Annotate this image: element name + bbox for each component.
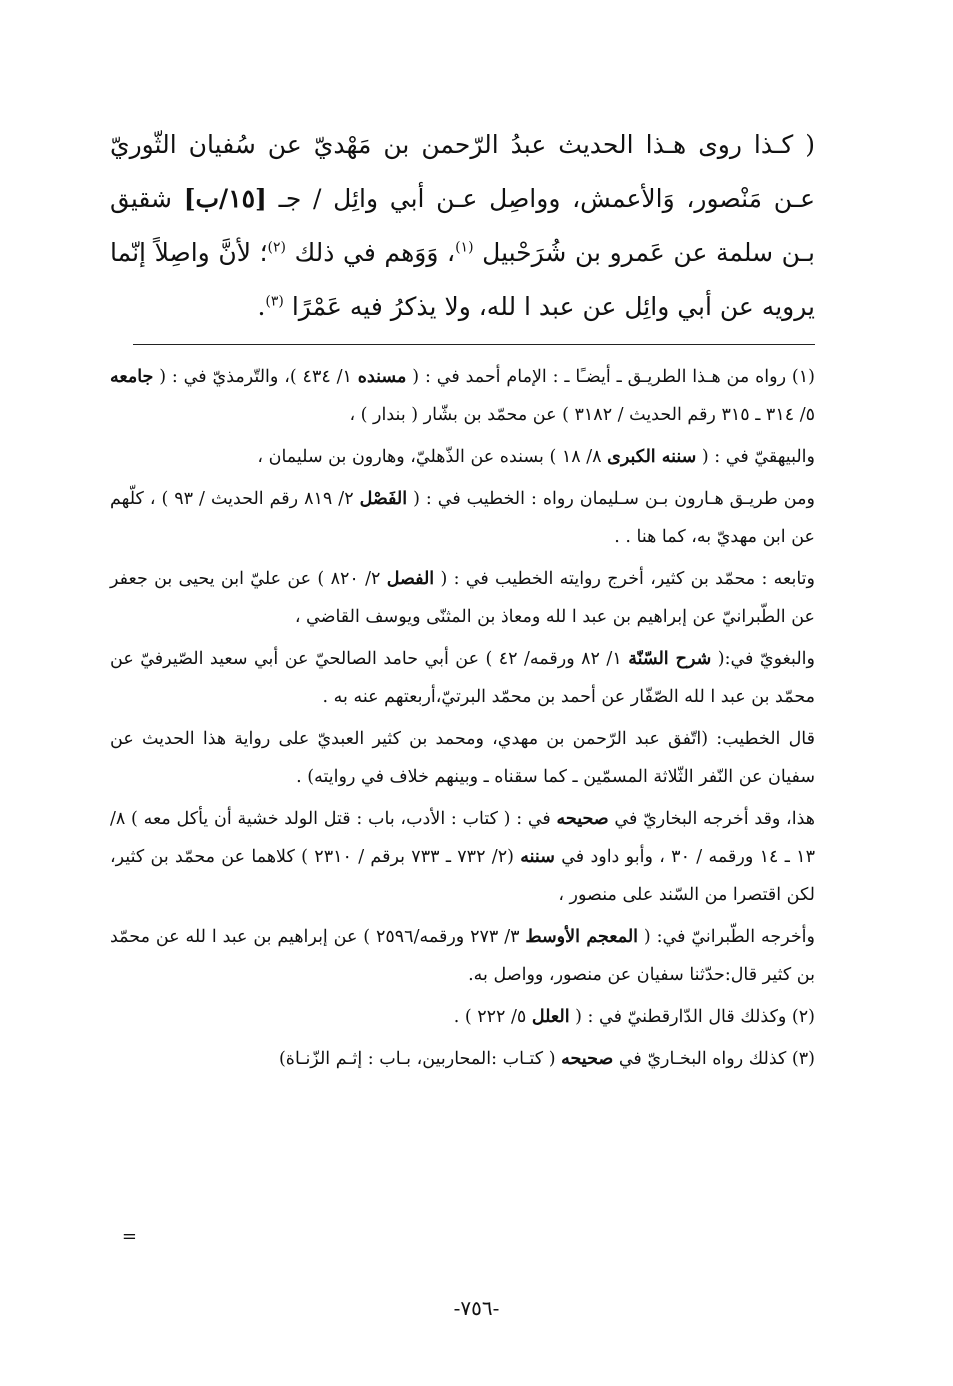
page-number: -٧٥٦- (453, 1296, 500, 1320)
book-title: الفَصْل (359, 489, 408, 509)
footnote-text: والبغويّ في:( (717, 649, 815, 669)
footnote-text: هذا، وقد أخرجه البخاريّ في (614, 809, 815, 829)
footnote-text: ١/ ٤٣٤ )، والتّرمذيّ في : ( (159, 367, 352, 387)
main-text-part-3: ، وَوَهم في ذلك (294, 238, 456, 267)
main-text (110, 118, 815, 334)
footnote-text: (٢/ ٧٣٢ ـ ٧٣٣ برقم / ٢٣١٠ ) كلاهما عن محمّد بن كثير، لكن اقتصرا من السّند على منصور ، (110, 847, 815, 905)
book-title: صحيحه (556, 809, 609, 829)
book-title: الفصل (386, 569, 435, 589)
footnote-text: قال الخطيب: (اتّفق عبد الرّحمن بن مهدي، ومحمد بن كثير العبديّ على رواية هذا الحديث عن سفيان عن النّفر الثّلاثة المسمّين ـ كما سقناه ـ وبينهم خلاف في روايته) . (110, 729, 815, 787)
main-text-part-4: ؛ لأنَّ واصِلاً إنّما يرويه عن أبي وائِل عن عبد ا لله، ولا يذكرُ فيه عَمْرًا (110, 238, 815, 321)
footnotes (110, 358, 815, 1082)
book-title: شرح السّنّة (628, 649, 712, 669)
main-text-part-1: ( كـذا روى هـذا الحديث عبدُ الرّحمن بن مَهْديّ عن سُفيان الثّوريّ عـن مَنْصور، وَالأعمش، وواصِل عـن أبي وائِل / جـ (110, 130, 815, 213)
footnote-1-h (110, 918, 815, 994)
manuscript-reference: [١٥/ب] (183, 184, 267, 213)
main-paragraph (110, 118, 815, 334)
footnote-text: وأخرجه الطّبرانيّ في: ( (643, 927, 815, 947)
footnote-separator (133, 344, 815, 345)
continuation-mark: = (121, 1226, 137, 1247)
footnote-text: ٣/ ٢٧٣ ورقمه/٢٥٩٦ ) عن إبراهيم بن عبد ا لله عن محمّد بن كثير قال:حدّثنا سفيان عن منصور، وواصل به. (110, 927, 815, 985)
footnote-1-c (110, 480, 815, 556)
footnote-text: ( كتـاب :المحاربين، بـاب : إثـم الزّنـاة) (278, 1049, 556, 1069)
main-text-part-2: شقيق بـن سلمة عن عَمرو بن شُرَحْبيل (110, 184, 815, 267)
book-title: جامعه (110, 367, 154, 387)
footnote-text: والبيهقيّ في : ( (701, 447, 815, 467)
book-title: المعجم الأوسط (525, 927, 639, 947)
footnote-text: (٣) كذلك رواه البخـاريّ في (618, 1049, 815, 1069)
footnote-text: (١) رواه من هـذا الطريـق ـ أيضـًا ـ : الإمام أحمد في : ( (412, 367, 815, 387)
footnote-text: ومن طريـق هـارون بـن سـليمان رواه : الخطيب في : ( (413, 489, 815, 509)
book-title: سننه (520, 847, 555, 867)
footnote-1-e (110, 640, 815, 716)
footnote-text: ٥/ ٣١٤ ـ ٣١٥ رقم الحديث / ٣١٨٢ ) عن محمّد بن بشّار ( بندار ) ، (349, 405, 815, 425)
footnote-marker-2[interactable]: (٢) (267, 239, 286, 256)
book-title: مسنده (357, 367, 407, 387)
footnote-marker-1[interactable]: (١) (455, 239, 474, 256)
footnote-text: ١/ ٨٢ ورقمه/ ٤٢ ) عن أبي حامد الصالحيّ عن أبي سعيد الصّيرفيّ عن محمّد بن عبد ا لله الصّفّار عن أحمد بن محمّد البرتيّ،أربعتهم عنه به . (110, 649, 815, 707)
footnote-text: ٢/ ٨٢٠ ) عن عليّ ابن يحيى بن جعفر عن الطّبرانيّ عن إبراهيم بن عبد ا لله ومعاذ بن المثنّى ويوسف القاضي ، (110, 569, 815, 627)
footnote-1-g (110, 800, 815, 914)
footnote-text: ٢/ ٨١٩ رقم الحديث / ٩٣ ) ، كلّهم عن ابن مهديّ به، كما هنا . . (110, 489, 815, 547)
book-title: صحيحه (561, 1049, 614, 1069)
footnote-text: في : ( كتاب : الأدب، باب : قتل الولد خشية أن يأكل معه ) ٨/ ١٣ ـ ١٤ ورقمه / ٣٠ ، وأبو داود في (110, 809, 815, 867)
book-title: العلل (531, 1007, 570, 1027)
footnote-text: وتابعه : محمّد بن كثير، أخرج روايته الخطيب في : ( (440, 569, 815, 589)
footnote-marker-3[interactable]: (٣) (265, 293, 284, 310)
book-title: سننه الكبرى (607, 447, 697, 467)
footnote-3 (110, 1040, 815, 1078)
footnote-1-f (110, 720, 815, 796)
footnote-1-a (110, 358, 815, 434)
footnote-text: (٢) وكذلك قال الدّارقطنيّ في : ( (575, 1007, 815, 1027)
main-text-end: . (257, 292, 266, 321)
footnote-2 (110, 998, 815, 1036)
footnote-text: ٥/ ٢٢٢ ) . (453, 1007, 527, 1027)
footnote-1-d (110, 560, 815, 636)
footnote-1-b (110, 438, 815, 476)
footnote-text: ٨/ ١٨ ) بسنده عن الذّهليّ، وهارون بن سليمان ، (257, 447, 602, 467)
